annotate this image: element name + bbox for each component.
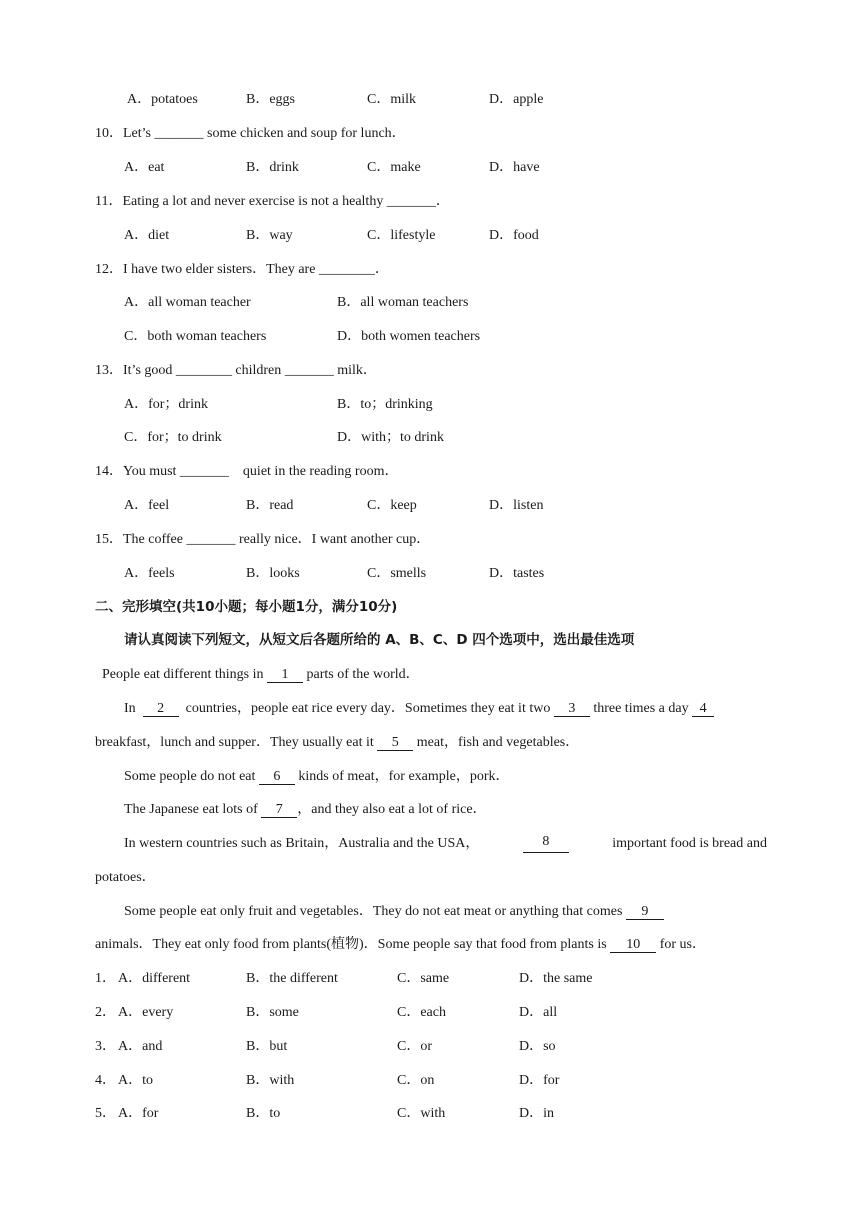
q12-option-d: D．both women teachers: [337, 329, 481, 344]
cloze-1-option-b: B．the different: [246, 971, 338, 986]
question-14: 14．You must _______ quiet in the reading room．: [95, 464, 399, 479]
q9-option-b: B．eggs: [246, 92, 295, 107]
cloze-4-option-a: A．to: [118, 1073, 153, 1088]
passage-line-6: In western countries such as Britain，Australia and the USA， 8 important food is bread and: [124, 834, 767, 851]
q15-option-a: A．feels: [124, 566, 175, 581]
cloze-4-option-d: D．for: [519, 1073, 560, 1088]
passage-line-9: animals．They eat only food from plants(植物)．Some people say that food from plants is 10 for us．: [95, 937, 706, 952]
q12-option-a: A．all woman teacher: [124, 295, 251, 310]
cloze-5-option-b: B．to: [246, 1106, 281, 1121]
cloze-1-option-a: A．different: [118, 971, 191, 986]
cloze-3-option-c: C．or: [397, 1039, 432, 1054]
cloze-4-number: 4．: [95, 1073, 116, 1088]
q9-option-c: C．milk: [367, 92, 417, 107]
q13-option-c: C．for；to drink: [124, 430, 222, 445]
cloze-4-option-c: C．on: [397, 1073, 435, 1088]
q11-option-d: D．food: [489, 228, 539, 243]
q10-option-d: D．have: [489, 160, 540, 175]
passage-line-3: breakfast，lunch and supper．They usually eat it 5 meat，fish and vegetables．: [95, 735, 580, 750]
q10-option-c: C．make: [367, 160, 421, 175]
cloze-2-option-a: A．every: [118, 1005, 174, 1020]
cloze-3-number: 3．: [95, 1039, 116, 1054]
blank-3: 3: [554, 702, 590, 717]
passage-line-4: Some people do not eat 6 kinds of meat，for example，pork．: [124, 769, 510, 784]
q10-option-b: B．drink: [246, 160, 299, 175]
q15-option-d: D．tastes: [489, 566, 545, 581]
blank-1: 1: [267, 668, 303, 683]
cloze-5-option-d: D．in: [519, 1106, 554, 1121]
cloze-5-number: 5．: [95, 1106, 116, 1121]
question-12: 12．I have two elder sisters．They are ________．: [95, 262, 389, 277]
section-2-instruction: 请认真阅读下列短文，从短文后各题所给的 A、B、C、D 四个选项中，选出最佳选项: [124, 632, 635, 648]
cloze-5-option-a: A．for: [118, 1106, 159, 1121]
q12-option-c: C．both woman teachers: [124, 329, 267, 344]
q11-option-c: C．lifestyle: [367, 228, 436, 243]
question-15: 15．The coffee _______ really nice．I want another cup．: [95, 532, 431, 547]
cloze-2-number: 2．: [95, 1005, 116, 1020]
cloze-5-option-c: C．with: [397, 1106, 446, 1121]
section-2-title: 二、完形填空(共10小题；每小题1分，满分10分): [95, 599, 398, 615]
blank-5: 5: [377, 736, 413, 751]
blank-9: 9: [626, 905, 664, 920]
q13-option-d: D．with；to drink: [337, 430, 444, 445]
cloze-1-number: 1．: [95, 971, 116, 986]
cloze-3-option-a: A．and: [118, 1039, 163, 1054]
blank-2: 2: [143, 702, 179, 717]
passage-line-2: In 2 countries，people eat rice every day．Sometimes they eat it two 3 three times a day 4: [124, 700, 714, 718]
q14-option-d: D．listen: [489, 498, 544, 513]
blank-4: 4: [692, 702, 714, 717]
cloze-1-option-d: D．the same: [519, 971, 593, 986]
q9-option-a: A．potatoes: [127, 92, 198, 107]
q14-option-b: B．read: [246, 498, 294, 513]
q9-option-d: D．apple: [489, 92, 544, 107]
cloze-4-option-b: B．with: [246, 1073, 295, 1088]
passage-line-7: potatoes．: [95, 870, 156, 885]
q13-option-b: B．to；drinking: [337, 397, 433, 412]
cloze-2-option-d: D．all: [519, 1005, 558, 1020]
blank-10: 10: [610, 938, 656, 953]
q12-option-b: B．all woman teachers: [337, 295, 469, 310]
cloze-3-option-d: D．so: [519, 1039, 556, 1054]
q15-option-c: C．smells: [367, 566, 427, 581]
blank-6: 6: [259, 770, 295, 785]
q14-option-c: C．keep: [367, 498, 417, 513]
q11-option-b: B．way: [246, 228, 293, 243]
question-11: 11．Eating a lot and never exercise is not a healthy _______．: [95, 194, 450, 209]
blank-7: 7: [261, 803, 297, 818]
blank-8: 8: [523, 835, 569, 853]
passage-line-5: The Japanese eat lots of 7 ，and they also eat a lot of rice．: [124, 802, 487, 817]
cloze-1-option-c: C．same: [397, 971, 450, 986]
passage-line-1: People eat different things in 1 parts of the world．: [102, 667, 420, 682]
q13-option-a: A．for；drink: [124, 397, 208, 412]
cloze-2-option-c: C．each: [397, 1005, 446, 1020]
passage-line-8: Some people eat only fruit and vegetables．They do not eat meat or anything that comes 9: [124, 903, 664, 921]
question-10: 10．Let’s _______ some chicken and soup for lunch．: [95, 126, 406, 141]
cloze-3-option-b: B．but: [246, 1039, 288, 1054]
q14-option-a: A．feel: [124, 498, 170, 513]
question-13: 13．It’s good ________ children _______ milk．: [95, 363, 377, 378]
q15-option-b: B．looks: [246, 566, 300, 581]
q10-option-a: A．eat: [124, 160, 165, 175]
cloze-2-option-b: B．some: [246, 1005, 299, 1020]
q11-option-a: A．diet: [124, 228, 170, 243]
